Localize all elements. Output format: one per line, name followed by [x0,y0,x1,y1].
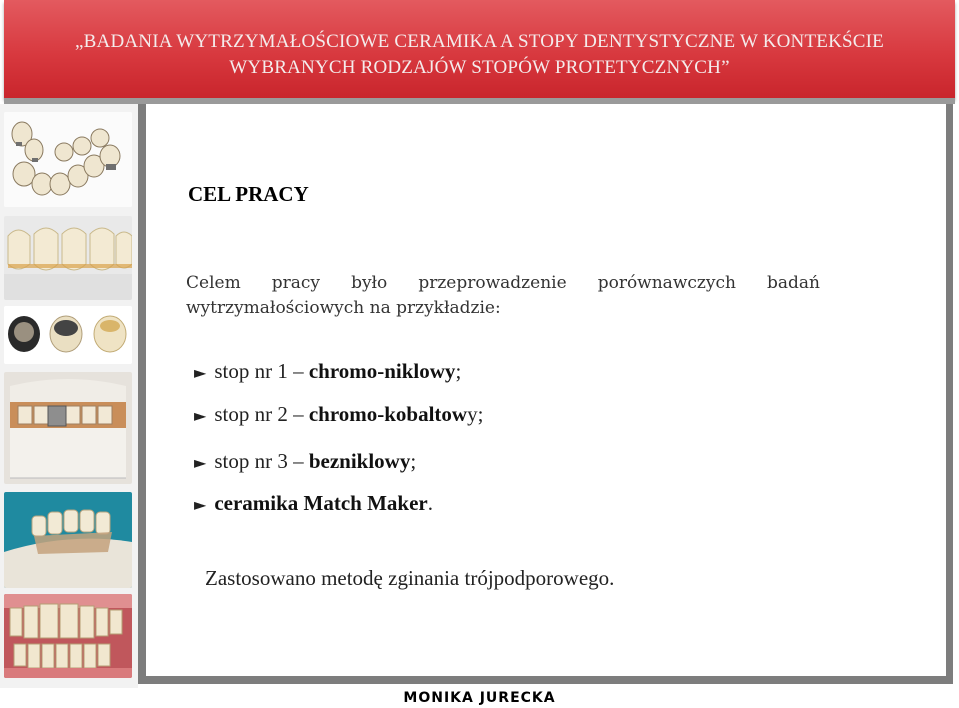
title-line-1: „BADANIA WYTRZYMAŁOŚCIOWE CERAMIKA A STOPY DENTYSTYCZNE W KONTEKŚCIE [75,31,884,52]
title-line-2: WYBRANYCH RODZAJÓW STOPÓW PROTETYCZNYCH” [229,57,730,78]
bullet-arrow-icon: ► [194,495,207,514]
intro-word: pracy [271,273,321,293]
section-heading: CEL PRACY [188,182,309,206]
list-item: ► stop nr 1 – chromo-niklowy; [194,359,462,383]
intro-word: badań [766,273,820,293]
author-footer: MONIKA JURECKA [403,690,556,706]
intro-line-2: wytrzymałościowych na przykładzie: [186,298,501,318]
list-item: ► ceramika Match Maker. [194,491,433,515]
conclusion-text: Zastosowano metodę zginania trójpodporowego. [205,566,615,590]
ceramic-crowns-image [4,216,132,300]
frame-bottom [138,676,953,684]
teeth-smile-image [4,594,132,678]
content-panel [146,104,946,676]
list-item: ► stop nr 3 – bezniklowy; [194,449,417,473]
list-item: ► stop nr 2 – chromo-kobaltowy; [194,402,484,426]
frame-left [138,104,146,684]
title-banner [4,0,955,98]
frame-right [946,104,953,684]
intro-word: porównawczych [597,273,736,293]
dental-model-image [4,372,132,484]
intro-line-1 [186,271,820,296]
metal-crowns-image [4,306,132,364]
intro-word: przeprowadzenie [418,273,567,293]
intro-paragraph [186,271,820,321]
bullet-arrow-icon: ► [194,406,207,425]
intro-word: Celem [186,273,241,293]
bullet-arrow-icon: ► [194,453,207,472]
image-sidebar [0,104,138,688]
bridge-on-model-image [4,492,132,588]
metal-ceramic-bridge-image [4,112,132,207]
intro-word: było [351,273,388,293]
bullet-arrow-icon: ► [194,363,207,382]
